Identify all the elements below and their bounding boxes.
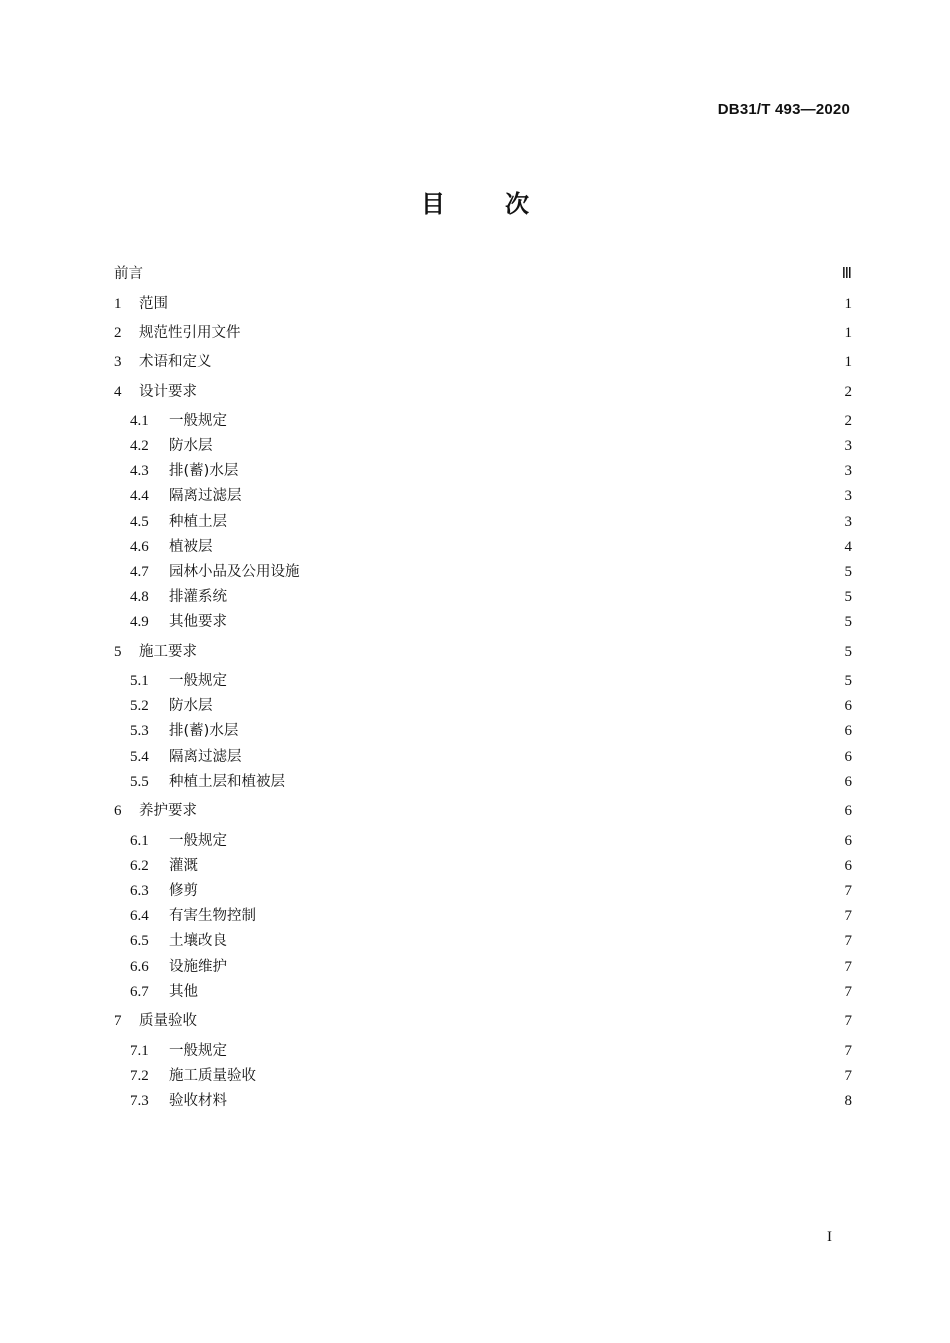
dot-leader [235, 588, 834, 606]
dot-leader [206, 857, 834, 875]
toc-entry-number: 7.2 [130, 1068, 149, 1084]
toc-entry-page: 6 [844, 833, 852, 849]
toc-entry-section-7-1[interactable] [114, 1042, 852, 1060]
dot-leader [206, 882, 834, 900]
toc-entry-number: 7.3 [130, 1093, 149, 1109]
toc-entry-number: 5.5 [130, 774, 149, 790]
dot-leader [235, 672, 834, 690]
toc-entry-section-6-3[interactable] [114, 882, 852, 900]
dot-leader [235, 932, 834, 950]
toc-entry-page: 5 [844, 614, 852, 630]
toc-entry-section-4-6[interactable] [114, 538, 852, 556]
page-number: I [827, 1229, 832, 1245]
toc-entry-section-4-7[interactable] [114, 563, 852, 581]
toc-entry-section-6-7[interactable] [114, 983, 852, 1001]
toc-entry-number: 4.2 [130, 438, 149, 454]
toc-entry-label: 其他 [169, 984, 198, 1000]
toc-entry-section-5[interactable] [114, 643, 852, 661]
toc-entry-page: 5 [844, 564, 852, 580]
toc-entry-section-5-4[interactable] [114, 748, 852, 766]
toc-entry-page: 2 [844, 413, 852, 429]
toc-entry-number: 4 [114, 384, 122, 400]
dot-leader [235, 1042, 834, 1060]
document-code: DB31/T 493—2020 [717, 101, 850, 118]
dot-leader [221, 437, 835, 455]
toc-entry-section-6-5[interactable] [114, 932, 852, 950]
toc-entry-section-6-2[interactable] [114, 857, 852, 875]
toc-entry-number: 6.4 [130, 908, 149, 924]
toc-entry-label: 前言 [114, 266, 143, 282]
dot-leader [264, 907, 834, 925]
toc-entry-section-4-9[interactable] [114, 613, 852, 631]
toc-entry-page: 7 [844, 908, 852, 924]
dot-leader [308, 563, 835, 581]
toc-entry-section-4-3[interactable] [114, 462, 852, 480]
toc-entry-label: 施工质量验收 [169, 1068, 256, 1084]
toc-entry-number: 6.1 [130, 833, 149, 849]
toc-entry-page: 4 [844, 539, 852, 555]
toc-entry-page: 7 [844, 1043, 852, 1059]
toc-entry-section-6-6[interactable] [114, 958, 852, 976]
dot-leader [250, 748, 835, 766]
dot-leader [235, 513, 834, 531]
toc-entry-number: 4.9 [130, 614, 149, 630]
toc-entry-page: 3 [844, 463, 852, 479]
toc-entry-section-3[interactable] [114, 353, 852, 371]
toc-entry-number: 6.2 [130, 858, 149, 874]
dot-leader [264, 1067, 834, 1085]
toc-entry-number: 4.3 [130, 463, 149, 479]
toc-entry-label: 其他要求 [169, 614, 227, 630]
toc-entry-label: 验收材料 [169, 1093, 227, 1109]
toc-entry-label: 规范性引用文件 [139, 325, 241, 341]
toc-entry-section-5-2[interactable] [114, 697, 852, 715]
toc-entry-number: 6.6 [130, 959, 149, 975]
toc-entry-number: 4.4 [130, 488, 149, 504]
dot-leader [206, 983, 834, 1001]
toc-entry-page: 5 [844, 673, 852, 689]
toc-entry-number: 4.7 [130, 564, 149, 580]
dot-leader [205, 383, 834, 401]
toc-entry-section-4-4[interactable] [114, 487, 852, 505]
toc-entry-page: 7 [844, 984, 852, 1000]
toc-entry-page: 6 [844, 749, 852, 765]
toc-entry-number: 6.3 [130, 883, 149, 899]
toc-entry-section-7-2[interactable] [114, 1067, 852, 1085]
toc-entry-label: 设计要求 [139, 384, 197, 400]
toc-entry-page: 6 [844, 803, 852, 819]
toc-entry-label: 一般规定 [169, 1043, 227, 1059]
toc-entry-section-1[interactable] [114, 295, 852, 313]
toc-entry-page: 6 [844, 774, 852, 790]
toc-entry-section-7[interactable] [114, 1012, 852, 1030]
toc-entry-section-6-4[interactable] [114, 907, 852, 925]
toc-entry-label: 质量验收 [139, 1013, 197, 1029]
toc-entry-number: 5.4 [130, 749, 149, 765]
toc-entry-label: 术语和定义 [139, 354, 212, 370]
toc-entry-label: 一般规定 [169, 413, 227, 429]
toc-entry-number: 3 [114, 354, 122, 370]
toc-entry-page: 6 [844, 698, 852, 714]
toc-entry-page: 3 [844, 438, 852, 454]
toc-entry-label: 排(蓄)水层 [169, 463, 239, 479]
toc-entry-section-5-3[interactable] [114, 722, 852, 740]
dot-leader [250, 487, 835, 505]
toc-entry-number: 6.7 [130, 984, 149, 1000]
toc-entry-number: 7 [114, 1013, 122, 1029]
toc-entry-page: 2 [844, 384, 852, 400]
dot-leader [205, 1012, 834, 1030]
dot-leader [220, 353, 835, 371]
toc-entry-page: 1 [844, 354, 852, 370]
toc-entry-label: 施工要求 [139, 644, 197, 660]
page-title: 目次 [421, 190, 589, 218]
toc-entry-section-4-5[interactable] [114, 513, 852, 531]
toc-entry-number: 1 [114, 296, 122, 312]
toc-entry-number: 2 [114, 325, 122, 341]
toc-entry-number: 6 [114, 803, 122, 819]
toc-entry-label: 设施维护 [169, 959, 227, 975]
dot-leader [235, 958, 834, 976]
toc-entry-section-4-2[interactable] [114, 437, 852, 455]
toc-entry-number: 5 [114, 644, 122, 660]
toc-entry-page: 5 [844, 644, 852, 660]
toc-entry-label: 有害生物控制 [169, 908, 256, 924]
toc-entry-label: 种植土层和植被层 [169, 774, 285, 790]
toc-entry-label: 一般规定 [169, 833, 227, 849]
toc-entry-page: 7 [844, 883, 852, 899]
toc-entry-section-7-3[interactable] [114, 1092, 852, 1110]
dot-leader [293, 773, 834, 791]
toc-entry-page: 7 [844, 1068, 852, 1084]
toc-entry-number: 5.1 [130, 673, 149, 689]
toc-entry-section-2[interactable] [114, 324, 852, 342]
dot-leader [151, 265, 834, 283]
dot-leader [235, 1092, 834, 1110]
toc-entry-section-4[interactable] [114, 383, 852, 401]
dot-leader [176, 295, 834, 313]
toc-entry-label: 范围 [139, 296, 168, 312]
toc-entry-page: Ⅲ [841, 266, 852, 282]
toc-entry-foreword[interactable] [114, 265, 852, 283]
toc-entry-section-6-1[interactable] [114, 832, 852, 850]
toc-entry-number: 5.2 [130, 698, 149, 714]
toc-entry-label: 防水层 [169, 698, 213, 714]
toc-entry-page: 5 [844, 589, 852, 605]
toc-entry-page: 6 [844, 723, 852, 739]
toc-entry-page: 7 [844, 959, 852, 975]
dot-leader [249, 324, 835, 342]
toc-entry-number: 7.1 [130, 1043, 149, 1059]
toc-entry-label: 土壤改良 [169, 933, 227, 949]
toc-entry-label: 种植土层 [169, 514, 227, 530]
toc-entry-label: 隔离过滤层 [169, 749, 242, 765]
dot-leader [205, 802, 834, 820]
toc-entry-label: 养护要求 [139, 803, 197, 819]
toc-entry-section-4-8[interactable] [114, 588, 852, 606]
toc-entry-page: 1 [844, 325, 852, 341]
toc-entry-number: 4.6 [130, 539, 149, 555]
toc-entry-number: 4.8 [130, 589, 149, 605]
toc-entry-label: 园林小品及公用设施 [169, 564, 300, 580]
toc-entry-page: 7 [844, 1013, 852, 1029]
toc-entry-label: 灌溉 [169, 858, 198, 874]
toc-entry-number: 6.5 [130, 933, 149, 949]
toc-entry-section-5-1[interactable] [114, 672, 852, 690]
toc-entry-label: 修剪 [169, 883, 198, 899]
toc-entry-page: 1 [844, 296, 852, 312]
toc-entry-number: 4.1 [130, 413, 149, 429]
toc-entry-number: 4.5 [130, 514, 149, 530]
toc-entry-section-5-5[interactable] [114, 773, 852, 791]
toc-entry-label: 防水层 [169, 438, 213, 454]
dot-leader [205, 643, 834, 661]
dot-leader [235, 613, 834, 631]
dot-leader [221, 697, 835, 715]
toc-entry-label: 排(蓄)水层 [169, 723, 239, 739]
toc-entry-label: 隔离过滤层 [169, 488, 242, 504]
toc-entry-label: 一般规定 [169, 673, 227, 689]
dot-leader [235, 832, 834, 850]
toc-entry-page: 3 [844, 514, 852, 530]
toc-entry-section-4-1[interactable] [114, 412, 852, 430]
dot-leader [246, 462, 834, 480]
dot-leader [235, 412, 834, 430]
toc-entry-page: 3 [844, 488, 852, 504]
dot-leader [246, 722, 834, 740]
toc-entry-label: 植被层 [169, 539, 213, 555]
dot-leader [221, 538, 835, 556]
toc-entry-page: 6 [844, 858, 852, 874]
toc-entry-label: 排灌系统 [169, 589, 227, 605]
toc-entry-page: 7 [844, 933, 852, 949]
toc-entry-page: 8 [844, 1093, 852, 1109]
toc-entry-number: 5.3 [130, 723, 149, 739]
toc-entry-section-6[interactable] [114, 802, 852, 820]
